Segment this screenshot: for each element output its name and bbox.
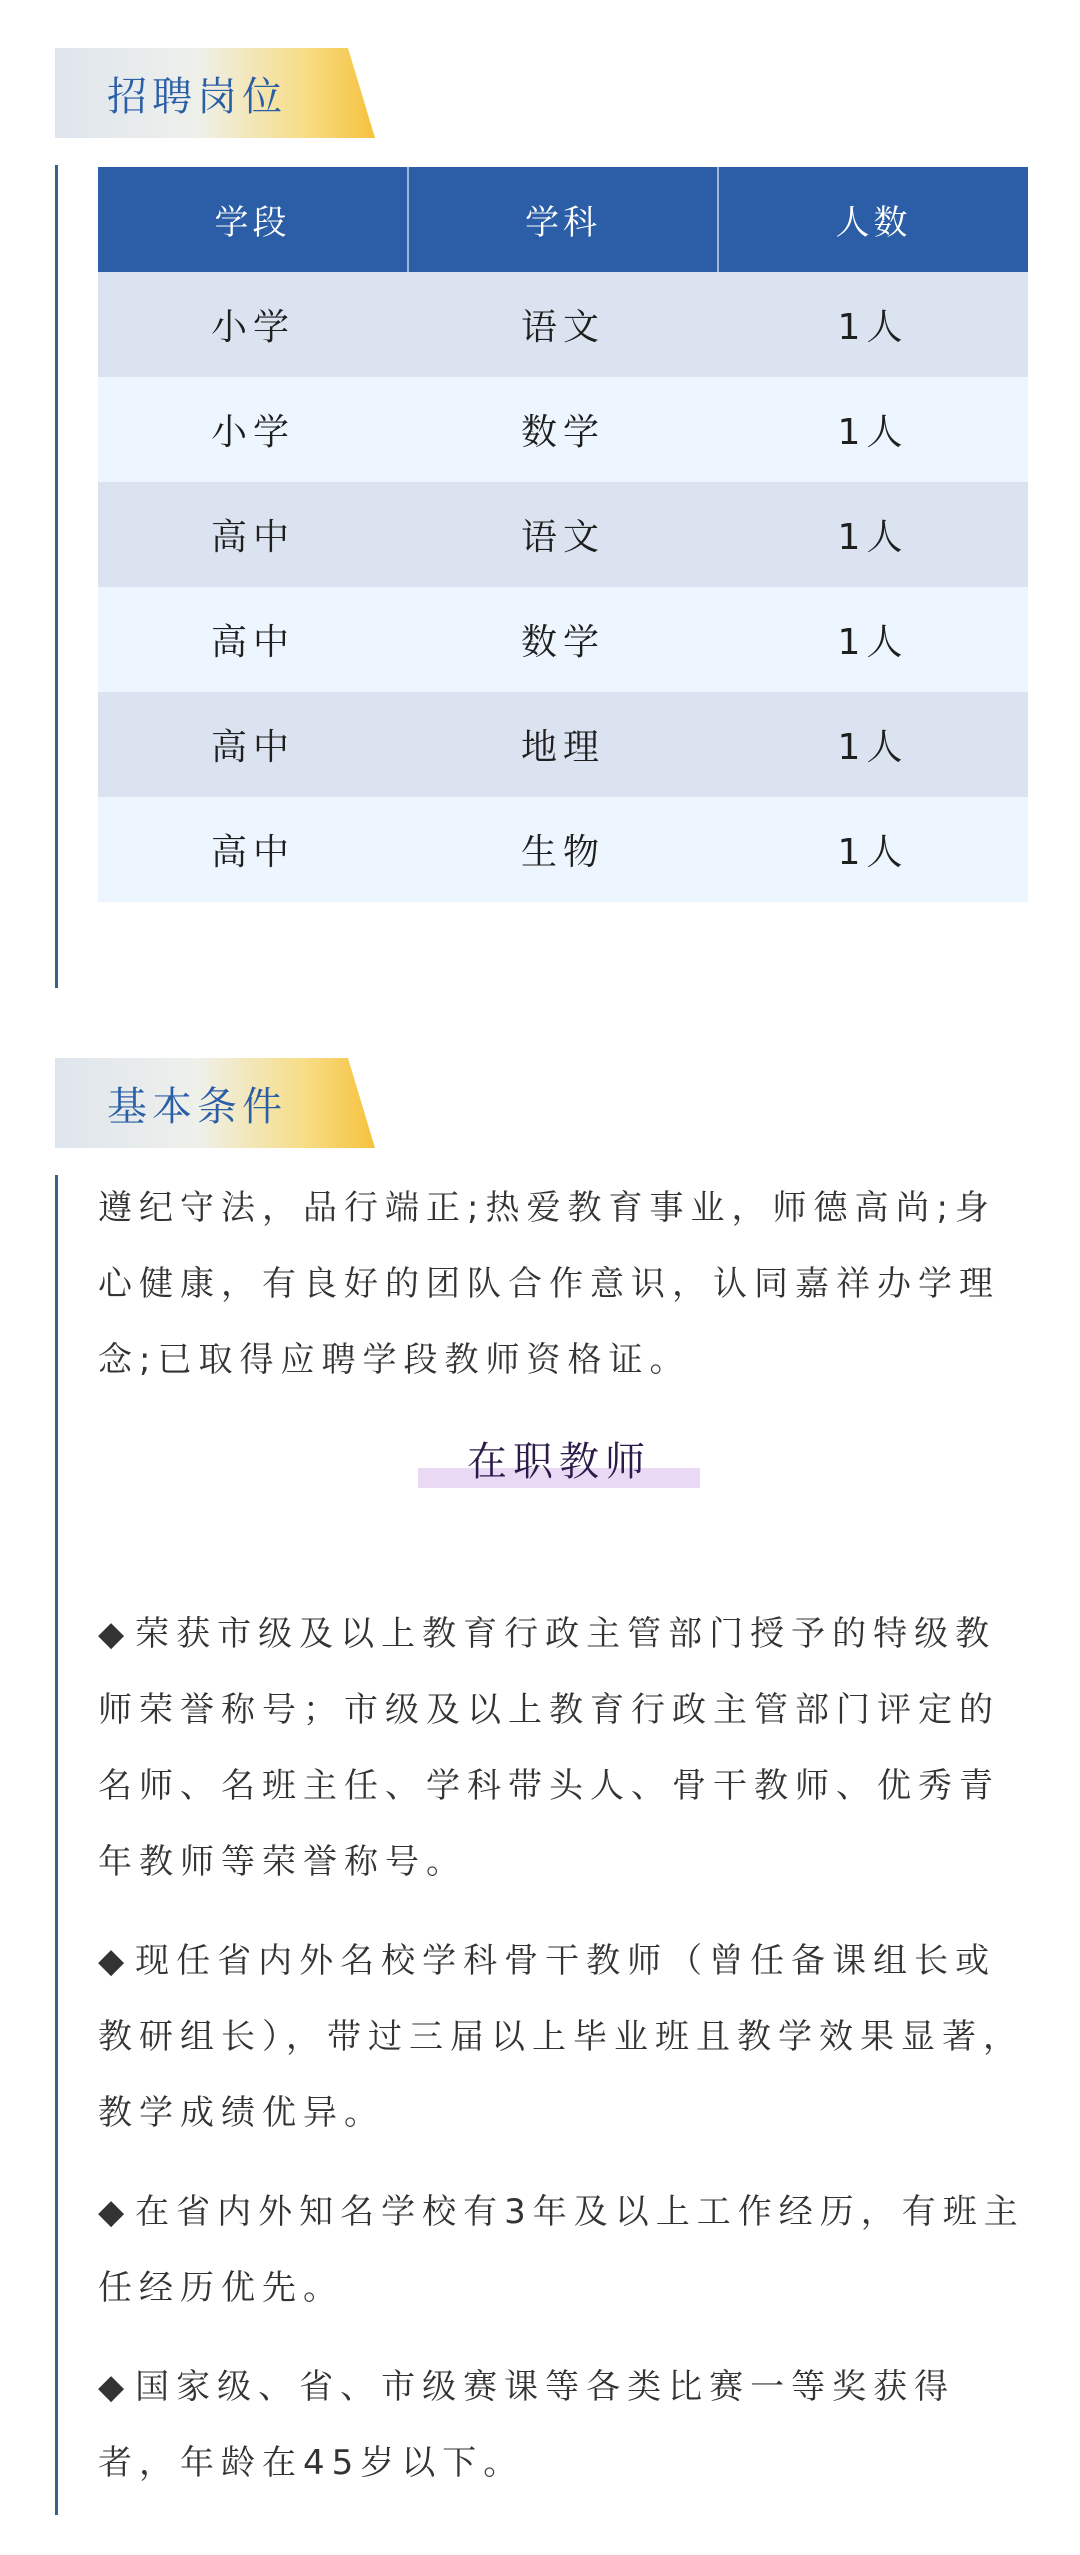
column-header: 人数 (718, 167, 1028, 272)
diamond-bullet-icon: ◆ (98, 2192, 132, 2232)
cell-stage: 高中 (98, 692, 408, 797)
column-header: 学段 (98, 167, 408, 272)
section-title: 基本条件 (107, 1083, 287, 1130)
cell-count: 1人 (718, 692, 1028, 797)
table-row (98, 377, 1028, 482)
table-row (98, 587, 1028, 692)
subheading-in-service-teachers (418, 1430, 700, 1490)
requirements-list (98, 1596, 1033, 2524)
list-item (98, 1596, 1033, 1900)
list-item-text: 荣获市级及以上教育行政主管部门授予的特级教师荣誉称号；市级及以上教育行政主管部门评定的名师、名班主任、学科带头人、骨干教师、优秀青年教师等荣誉称号。 (98, 1614, 1000, 1882)
intro-paragraph: 遵纪守法，品行端正;热爱教育事业，师德高尚;身心健康，有良好的团队合作意识，认同嘉祥办学理念;已取得应聘学段教师资格证。 (98, 1188, 1000, 1380)
subheading-text: 在职教师 (467, 1439, 651, 1485)
section-divider-line (55, 1175, 58, 2515)
table-row (98, 272, 1028, 377)
positions-table (98, 167, 1028, 902)
section-tag-recruitment (55, 48, 287, 138)
list-item-text: 现任省内外名校学科骨干教师（曾任备课组长或教研组长），带过三届以上毕业班且教学效果显著，教学成绩优异。 (98, 1941, 1024, 2133)
cell-count: 1人 (718, 482, 1028, 587)
cell-stage: 高中 (98, 587, 408, 692)
cell-stage: 小学 (98, 272, 408, 377)
list-item (98, 1923, 1033, 2151)
table-row (98, 482, 1028, 587)
diamond-bullet-icon: ◆ (98, 2367, 132, 2407)
list-item-text: 在省内外知名学校有3年及以上工作经历，有班主任经历优先。 (98, 2192, 1025, 2308)
diamond-bullet-icon: ◆ (98, 1941, 132, 1981)
cell-subject: 地理 (408, 692, 718, 797)
section-tag-requirements (55, 1058, 287, 1148)
cell-stage: 高中 (98, 482, 408, 587)
cell-subject: 语文 (408, 482, 718, 587)
list-item (98, 2349, 1033, 2501)
cell-count: 1人 (718, 272, 1028, 377)
section-title: 招聘岗位 (107, 73, 287, 120)
table-row (98, 797, 1028, 902)
table-row (98, 692, 1028, 797)
diamond-bullet-icon: ◆ (98, 1614, 132, 1654)
column-header: 学科 (408, 167, 718, 272)
cell-count: 1人 (718, 587, 1028, 692)
cell-count: 1人 (718, 377, 1028, 482)
cell-subject: 语文 (408, 272, 718, 377)
cell-subject: 生物 (408, 797, 718, 902)
section-divider-line (55, 165, 58, 988)
list-item (98, 2174, 1033, 2326)
cell-subject: 数学 (408, 377, 718, 482)
cell-count: 1人 (718, 797, 1028, 902)
table-header-row (98, 167, 1028, 272)
cell-subject: 数学 (408, 587, 718, 692)
cell-stage: 高中 (98, 797, 408, 902)
list-item-text: 国家级、省、市级赛课等各类比赛一等奖获得者，年龄在45岁以下。 (98, 2367, 956, 2483)
cell-stage: 小学 (98, 377, 408, 482)
